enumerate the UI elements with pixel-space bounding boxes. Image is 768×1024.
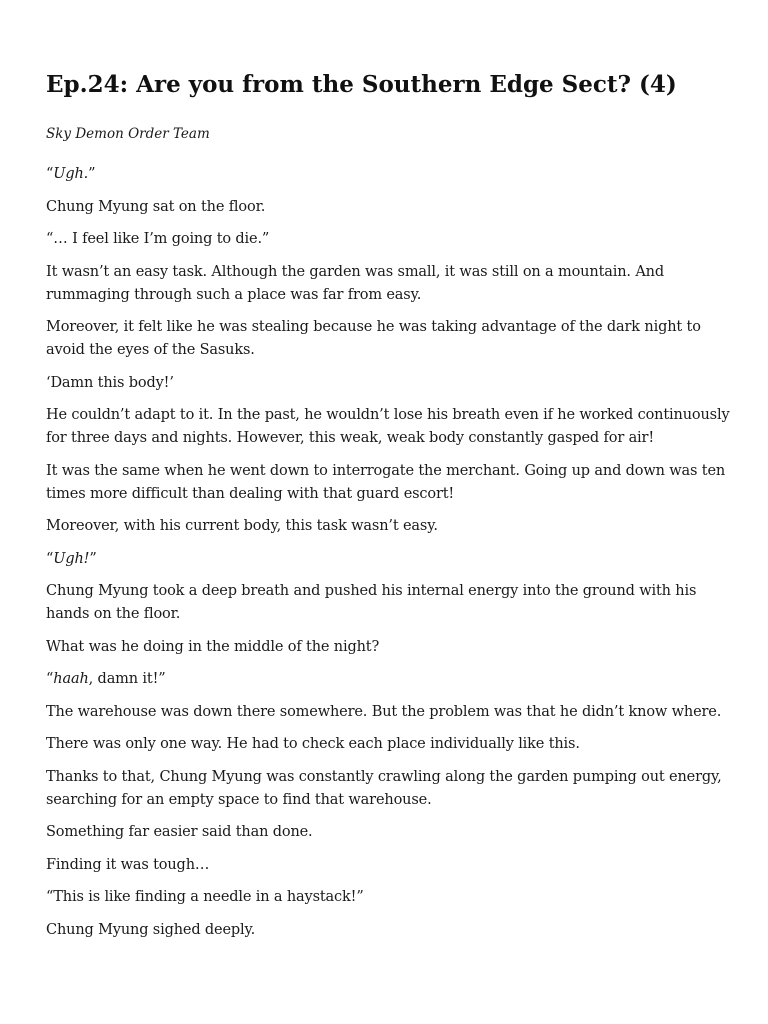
paragraph-8: It was the same when he went down to interrogate the merchant. Going up and down was ten times more difficult than dealing with that guard escort!: [46, 462, 726, 502]
paragraph-13: “haah, damn it!”: [46, 671, 166, 687]
paragraph-12: What was he doing in the middle of the night?: [46, 638, 380, 655]
chapter-title: Ep.24: Are you from the Southern Edge Sect? (4): [46, 71, 677, 98]
paragraph-5: Moreover, it felt like he was stealing because he was taking advantage of the dark night to avoid the eyes of the Sasuks.: [46, 319, 701, 358]
paragraph-7: He couldn’t adapt to it. In the past, he wouldn’t lose his breath even if he worked continuously for three days and nights. However, this weak, weak body constantly gasped for air!: [46, 407, 730, 446]
paragraph-15: There was only one way. He had to check each place individually like this.: [46, 736, 580, 752]
paragraph-10: “Ugh!”: [46, 550, 97, 567]
paragraph-20: Chung Myung sighed deeply.: [46, 921, 256, 938]
paragraph-19: “This is like finding a needle in a haystack!”: [46, 889, 364, 905]
paragraph-2: Chung Myung sat on the floor.: [46, 198, 266, 215]
chapter-content: [46, 163, 736, 942]
chapter-author: Sky Demon Order Team: [46, 126, 210, 142]
chapter-page: [46, 68, 736, 951]
paragraph-16: Thanks to that, Chung Myung was constantly crawling along the garden pumping out energy, searching for an empty space to find that warehouse.: [46, 768, 722, 808]
paragraph-4: It wasn’t an easy task. Although the garden was small, it was still on a mountain. And rummaging through such a place was far from easy.: [46, 263, 664, 303]
paragraph-1: “Ugh.”: [46, 166, 96, 182]
paragraph-11: Chung Myung took a deep breath and pushed his internal energy into the ground with his hands on the floor.: [46, 583, 697, 622]
paragraph-14: The warehouse was down there somewhere. But the problem was that he didn’t know where.: [46, 703, 722, 720]
paragraph-6: ‘Damn this body!’: [46, 374, 174, 391]
paragraph-3: “… I feel like I’m going to die.”: [46, 231, 270, 247]
paragraph-18: Finding it was tough…: [46, 856, 210, 873]
paragraph-9: Moreover, with his current body, this task wasn’t easy.: [46, 518, 438, 534]
paragraph-17: Something far easier said than done.: [46, 824, 313, 840]
